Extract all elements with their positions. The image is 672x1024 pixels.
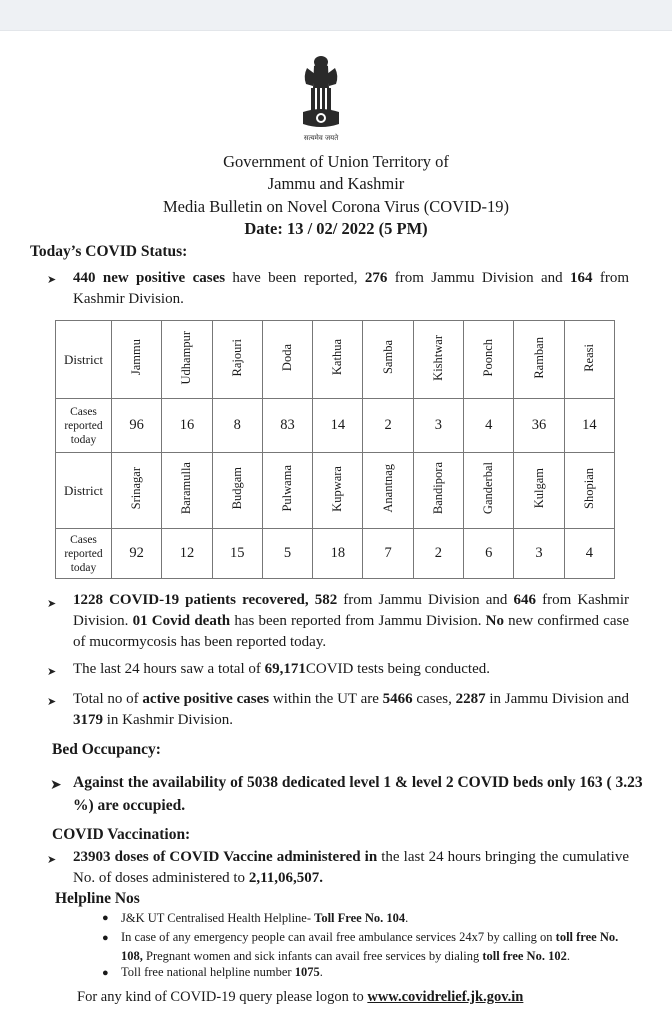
kashmir-district-row xyxy=(56,453,615,529)
district-name-cell xyxy=(363,321,413,399)
arrow-bullet-icon: ➤ xyxy=(50,778,62,793)
district-name-cell xyxy=(564,321,614,399)
district-name: Baramulla xyxy=(179,462,194,515)
covidrelief-link[interactable]: www.covidrelief.jk.gov.in xyxy=(367,989,524,1005)
helpline-item-104: J&K UT Centralised Health Helpline- Toll Free No. 104. xyxy=(121,911,409,925)
district-name-cell xyxy=(363,453,413,529)
cases-count: 8 xyxy=(212,399,262,453)
district-name: Anantnag xyxy=(380,464,395,513)
arrow-bullet-icon: ➤ xyxy=(47,854,57,866)
cases-count: 83 xyxy=(262,399,312,453)
arrow-bullet-icon: ➤ xyxy=(47,696,57,708)
bullet-icon: ● xyxy=(102,932,109,944)
district-name: Rajouri xyxy=(229,338,244,377)
national-emblem-icon xyxy=(293,52,349,144)
cases-count: 18 xyxy=(313,529,363,579)
district-name: Kathua xyxy=(330,339,345,376)
cases-count: 2 xyxy=(413,529,463,579)
district-name-cell xyxy=(212,321,262,399)
district-label: District xyxy=(56,321,112,399)
cases-count: 15 xyxy=(212,529,262,579)
footer-text: For any kind of COVID-19 query please logon to xyxy=(77,989,368,1005)
cases-count: 14 xyxy=(313,399,363,453)
district-name: Jammu xyxy=(129,339,144,376)
cases-count: 96 xyxy=(112,399,162,453)
cases-count: 36 xyxy=(514,399,564,453)
district-name-cell xyxy=(464,453,514,529)
district-name-cell xyxy=(313,453,363,529)
cases-count: 92 xyxy=(112,529,162,579)
cases-count: 7 xyxy=(363,529,413,579)
cases-label: Cases reported today xyxy=(56,399,112,453)
district-name-cell xyxy=(162,453,212,529)
arrow-bullet-icon: ➤ xyxy=(47,598,57,610)
cases-count: 4 xyxy=(464,399,514,453)
district-name: Kupwara xyxy=(330,465,345,512)
new-cases-paragraph: 440 new positive cases have been reported, 276 from Jammu Division and 164 from Kashmir Division. xyxy=(73,270,629,307)
recovered-paragraph: 1228 COVID-19 patients recovered, 582 from Jammu Division and 646 from Kashmir Division. 01 Covid death has been reported from Jammu Division. No new confirmed case of mucormycosis has been reported today. xyxy=(73,592,629,650)
cases-label: Cases reported today xyxy=(56,529,112,579)
bed-occupancy-title: Bed Occupancy: xyxy=(52,741,161,758)
district-name: Poonch xyxy=(481,338,496,377)
bulletin-date: Date: 13 / 02/ 2022 (5 PM) xyxy=(244,219,428,238)
district-cases-table xyxy=(55,320,615,579)
header-line-3: Media Bulletin on Novel Corona Virus (COVID-19) xyxy=(162,197,510,216)
district-name: Budgam xyxy=(229,467,244,510)
district-name-cell xyxy=(564,453,614,529)
district-name-cell xyxy=(514,453,564,529)
cases-count: 2 xyxy=(363,399,413,453)
district-name: Udhampur xyxy=(179,330,194,385)
district-name: Ramban xyxy=(531,336,546,379)
district-name: Kishtwar xyxy=(430,334,445,381)
helpline-item-1075: Toll free national helpline number 1075. xyxy=(121,965,323,979)
district-label: District xyxy=(56,453,112,529)
district-name: Ganderbal xyxy=(481,462,496,515)
district-name: Reasi xyxy=(581,343,596,372)
district-name: Bandipora xyxy=(430,462,445,515)
district-name-cell xyxy=(262,453,312,529)
vaccination-title: COVID Vaccination: xyxy=(52,826,191,843)
helpline-title: Helpline Nos xyxy=(55,890,140,907)
helpline-item-108-102: In case of any emergency people can avail free ambulance services 24x7 by calling on toll free No. 108, Pregnant women and sick infants can avail free services by dialing toll free No. 102. xyxy=(121,930,619,963)
cases-count: 6 xyxy=(464,529,514,579)
cases-count: 12 xyxy=(162,529,212,579)
header-line-2: Jammu and Kashmir xyxy=(267,174,405,193)
cases-count: 4 xyxy=(564,529,614,579)
district-name-cell xyxy=(112,321,162,399)
cases-count: 3 xyxy=(413,399,463,453)
kashmir-cases-row xyxy=(56,529,615,579)
active-cases-paragraph: Total no of active positive cases within the UT are 5466 cases, 2287 in Jammu Division and 3179 in Kashmir Division. xyxy=(73,691,629,728)
district-name: Shopian xyxy=(581,468,596,509)
todays-status-title: Today’s COVID Status: xyxy=(30,243,188,260)
district-name: Samba xyxy=(380,340,395,375)
cases-count: 3 xyxy=(514,529,564,579)
tests-paragraph: The last 24 hours saw a total of 69,171COVID tests being conducted. xyxy=(73,661,491,677)
footer-note xyxy=(77,989,523,1006)
district-name-cell xyxy=(162,321,212,399)
district-name: Kulgam xyxy=(531,468,546,509)
district-name-cell xyxy=(413,321,463,399)
top-bar xyxy=(0,0,672,31)
district-name: Pulwama xyxy=(280,465,295,512)
arrow-bullet-icon: ➤ xyxy=(47,666,57,678)
district-name-cell xyxy=(262,321,312,399)
district-name: Doda xyxy=(280,343,295,372)
district-name-cell xyxy=(313,321,363,399)
jammu-cases-row xyxy=(56,399,615,453)
bullet-icon: ● xyxy=(102,912,109,924)
emblem-motto: सत्यमेव जयते xyxy=(303,134,339,142)
jammu-district-row xyxy=(56,321,615,399)
district-name-cell xyxy=(413,453,463,529)
bullet-icon: ● xyxy=(102,967,109,979)
district-name-cell xyxy=(112,453,162,529)
cases-count: 14 xyxy=(564,399,614,453)
cases-count: 5 xyxy=(262,529,312,579)
cases-count: 16 xyxy=(162,399,212,453)
arrow-bullet-icon: ➤ xyxy=(47,274,57,286)
vaccination-paragraph: 23903 doses of COVID Vaccine administered in the last 24 hours bringing the cumulative No. of doses administered to 2,11,06,507. xyxy=(73,849,629,886)
district-name: Srinagar xyxy=(129,467,144,510)
district-name-cell xyxy=(464,321,514,399)
district-name-cell xyxy=(212,453,262,529)
header-line-1: Government of Union Territory of xyxy=(223,152,449,171)
district-name-cell xyxy=(514,321,564,399)
bed-occupancy-paragraph: Against the availability of 5038 dedicated level 1 & level 2 COVID beds only 163 ( 3.23 %) are occupied. xyxy=(73,774,643,814)
